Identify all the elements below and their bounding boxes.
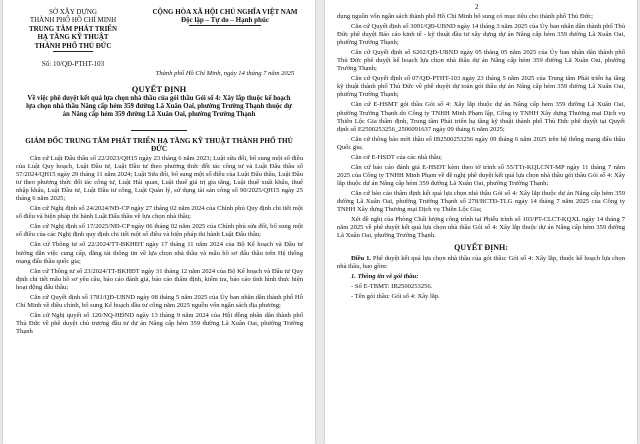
legal-basis-item: dụng nguồn vốn ngân sách thành phố Hồ Chí Minh bổ sung có mục tiêu cho thành phố Thủ Đức; <box>337 13 594 20</box>
section-1-heading: 1. Thông tin về gói thầu: <box>351 273 419 281</box>
legal-basis-item: Căn cứ thông báo mời thầu số IB2500253256 ngày 09 tháng 6 năm 2025 trên hệ thống mạng đấu thầu Quốc gia; <box>337 135 625 151</box>
article-1-label: Điều 1. <box>351 255 372 263</box>
legal-basis-item: Căn cứ Nghị định số 24/2024/NĐ-CP ngày 27 tháng 02 năm 2024 của Chính phủ Quy định chi tiết một số điều và biện pháp thi hành Luật Đấu thầu về lựa chọn nhà thầu; <box>16 205 303 221</box>
legal-basis-item: Căn cứ Quyết định số 07/QĐ-PTHT-103 ngày 23 tháng 5 năm 2025 của Trung tâm Phát triển hạ tầng kỹ thuật thành phố Thủ Đức về phê duyệt dự toán gói thầu dự án Nâng cấp hẻm 359 đường Lã Xuân Oai, phường Trường Thạnh; <box>337 75 625 99</box>
legal-basis-item: Căn cứ Thông tư số 23/2024/TT-BKHĐT ngày 31 tháng 12 năm 2024 của Bộ Kế hoạch và Đầu tư Quy định chi tiết mẫu hồ sơ yêu cầu, báo cáo đánh giá, báo cáo thẩm định, kiểm tra, báo cáo tình hình thực hiện hoạt động đấu thầu; <box>16 267 303 291</box>
article-1-text: Phê duyệt kết quả lựa chọn nhà thầu của gói thầu: Gói số 4: Xây lắp, thuộc kế hoạch lựa chọn nhà thầu, bao gồm: <box>337 255 625 271</box>
place-and-date: Thành phố Hồ Chí Minh, ngày 14 tháng 7 năm 2025 <box>155 70 295 77</box>
legal-basis-item: Căn cứ báo cáo đánh giá E-HSDT kèm theo tờ trình số 55/TTr-KQLCNT-MP ngày 11 tháng 7 năm 2025 của Công ty TNHH Minh Phạm về đề nghị phê duyệt kết quả lựa chọn nhà thầu gói thầu Gói số 4: Xây lắp thuộc dự án Nâng cấp hẻm 359 đường Lã Xuân Oai, phường Trường Thạnh; <box>337 163 625 187</box>
document-title: QUYẾT ĐỊNH <box>131 84 187 94</box>
legal-basis-item: Căn cứ E-HSDT của các nhà thầu; <box>351 153 442 161</box>
document-subject: Về việc phê duyệt kết quả lựa chọn nhà thầu của gói thầu Gói số 4: Xây lắp thuộc kế hoạch lựa chọn nhà thầu Nâng cấp hẻm 359 đường Lã Xuân Oai, phường Trường Thạnh thuộc dự án Nâng cấp hẻm 359 đường Lã Xuân Oai, phường Trường Thạnh <box>26 95 292 118</box>
legal-basis-item: Căn cứ Quyết định số 6202/QĐ-UBND ngày 05 tháng 05 năm 2025 của Ủy ban nhân dân thành phố Thủ Đức phê duyệt kế hoạch lựa chọn nhà thầu dự án Nâng cấp hẻm 359 đường Lã Xuân Oai, phường Trường Thạnh; <box>337 49 625 73</box>
article-1 <box>337 255 625 271</box>
legal-basis-item: Căn cứ Thông tư số 22/2024/TT-BKHĐT ngày 17 tháng 11 năm 2024 của Bộ Kế hoạch và Đầu tư hướng dẫn việc cung cấp, đăng tải thông tin về lựa chọn nhà thầu và mẫu hồ sơ đấu thầu trên Hệ thống mạng đấu thầu quốc gia; <box>16 241 303 265</box>
nation-motto: Độc lập – Tự do – Hạnh phúc <box>181 16 269 24</box>
motto-underline <box>189 25 261 26</box>
legal-basis-item: Căn cứ Quyết định số 1781/QĐ-UBND ngày 08 tháng 5 năm 2025 của Ủy ban nhân dân thành phố Hồ Chí Minh về điều chỉnh, bổ sung Kế hoạch đầu tư công năm 2025 nguồn vốn ngân sách địa phương; <box>16 293 303 309</box>
decision-heading: QUYẾT ĐỊNH: <box>454 243 508 253</box>
subject-underline <box>131 130 187 131</box>
package-item: - Số E-TBMT: IB2500253256. <box>351 283 433 291</box>
document-page-2 <box>325 0 637 444</box>
org-line-5: THÀNH PHỐ THỦ ĐỨC <box>34 41 112 50</box>
document-page-1 <box>3 0 315 444</box>
nation-name: CỘNG HÒA XÃ HỘI CHỦ NGHĨA VIỆT NAM <box>152 8 298 16</box>
org-line-2: THÀNH PHỐ HỒ CHÍ MINH <box>29 16 117 25</box>
legal-basis-list <box>16 155 303 336</box>
legal-basis-item: Căn cứ Nghị quyết số 120/NQ-HĐND ngày 13 tháng 9 năm 2024 của Hội đồng nhân dân thành phố Thủ Đức về phê duyệt chủ trương đầu tư dự án Nâng cấp hẻm 359 đường Lã Xuân Oai, phường Trường Thạnh <box>16 311 303 335</box>
legal-basis-item: Căn cứ Nghị định số 17/2025/NĐ-CP ngày 06 tháng 02 năm 2025 của Chính phủ sửa đổi, bổ sung một số điều của các Nghị định quy định chi tiết một số điều và biện pháp thi hành Luật Đấu thầu; <box>16 223 303 239</box>
legal-basis-item: Căn cứ báo cáo thẩm định kết quả lựa chọn nhà thầu Gói số 4: Xây lắp thuộc dự án Nâng cấp hẻm 359 đường Lã Xuân Oai, phường Trường Thạnh số 278/BCTĐ-TLG ngày 14 tháng 7 năm 2025 của Công ty TNHH Xây dựng Thương mại Dịch vụ Thiên Lộc Gia; <box>337 189 625 214</box>
legal-basis-item: Căn cứ Quyết định số 3091/QĐ-UBND ngày 14 tháng 3 năm 2025 của Ủy ban nhân dân thành phố Thủ Đức phê duyệt Báo cáo kinh tế - kỹ thuật đầu tư xây dựng dự án Nâng cấp hẻm 359 đường Lã Xuân Oai, phường Trường Thạnh; <box>337 23 625 47</box>
legal-basis-continued <box>337 13 625 301</box>
org-line-1: SỞ XÂY DỰNG <box>49 8 97 16</box>
org-underline <box>53 51 93 52</box>
legal-basis-item: Căn cứ Luật Đấu thầu số 22/2023/QH15 ngày 23 tháng 6 năm 2023; Luật sửa đổi, bổ sung một số điều của Luật Quy hoạch, Luật Đầu tư, Luật Đầu tư theo phương thức đối tác công tư và Luật Đấu thầu số 57/2024/QH15 ngày 29 tháng 11 năm 2024; Luật Sửa đổi, bổ sung một số điều của Luật Đấu thầu, Luật Đầu tư theo phương thức đối tác công tư, Luật Hải quan, Luật thuế giá trị gia tăng, Luật thuế xuất khẩu, thuế nhập khẩu, Luật Đầu tư, Luật Đầu tư công, Luật Quản lý, sử dụng tài sản công số 90/2025/QH15 ngày 25 tháng 6 năm 2025; <box>16 155 303 203</box>
legal-basis-item: Xét đề nghị của Phòng Chất lượng công trình tại Phiếu trình số 103/PT-CLCT-KQXL ngày 14 tháng 7 năm 2025 về phê duyệt kết quả lựa chọn nhà thầu Gói số 4: Xây lắp thuộc dự án Nâng cấp hẻm 359 đường Lã Xuân Oai, phường Trường Thạnh. <box>337 216 625 240</box>
org-line-3: TRUNG TÂM PHÁT TRIỂN <box>28 24 118 33</box>
page-number: 2 <box>475 3 479 11</box>
legal-basis-item: Căn cứ E-HSMT gói thầu Gói số 4: Xây lắp thuộc dự án Nâng cấp hẻm 359 đường Lã Xuân Oai, phường Trường Thạnh do Công ty TNHH Minh Phạm lập, Công ty TNHH Xây dựng Thương mại Dịch vụ Thiên Lộc Gia thẩm định, Trung tâm Phát triển hạ tầng kỹ thuật thành phố Thủ Đức phê duyệt tại Quyết định số E2500253256_2506091637 ngày 09 tháng 6 năm 2025; <box>337 101 625 133</box>
document-number: Số: 10/QĐ-PTHT-103 <box>41 60 105 68</box>
issuing-authority: GIÁM ĐỐC TRUNG TÂM PHÁT TRIỂN HẠ TẦNG KỸ THUẬT THÀNH PHỐ THỦ ĐỨC <box>25 137 293 153</box>
org-line-4: HẠ TẦNG KỸ THUẬT <box>37 33 109 42</box>
issuing-organization <box>7 8 139 50</box>
package-item: - Tên gói thầu: Gói số 4: Xây lắp. <box>351 293 440 301</box>
